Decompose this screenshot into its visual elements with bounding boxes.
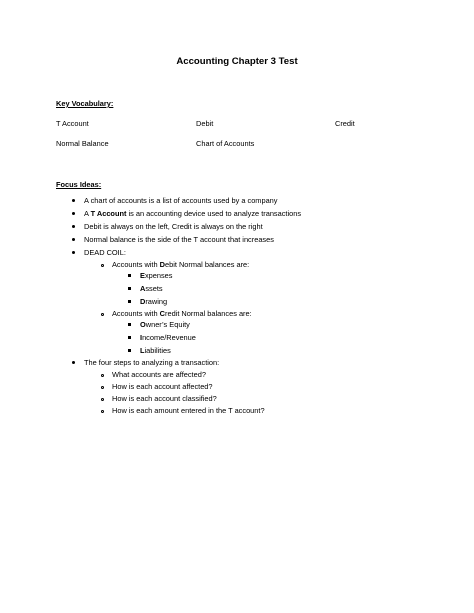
circle-bullet-icon	[101, 264, 104, 267]
step-item-2: How is each account affected?	[112, 382, 213, 391]
page-title: Accounting Chapter 3 Test	[176, 56, 298, 67]
income-letter: I	[140, 333, 143, 342]
circle-bullet-icon	[101, 374, 104, 377]
list-item-debit-credit: Debit is always on the left, Credit is always on the right	[84, 222, 263, 231]
owners-equity-letter: O	[140, 320, 146, 329]
credit-normal-rest: redit Normal balances are:	[165, 309, 252, 318]
credit-normal-prefix: Accounts with	[112, 309, 160, 318]
bullet-icon	[72, 361, 75, 364]
owners-equity-rest: wner’s Equity	[145, 320, 190, 329]
list-item-t-account	[84, 209, 301, 219]
drawing-letter: D	[140, 297, 146, 306]
liabilities-rest: iabilities	[144, 346, 171, 355]
subsub-item-assets	[140, 284, 163, 294]
square-bullet-icon	[128, 300, 131, 303]
list-item-four-steps: The four steps to analyzing a transaction:	[84, 358, 220, 367]
assets-letter: A	[140, 284, 146, 293]
debit-normal-letter: D	[159, 260, 165, 269]
bullet-icon	[72, 238, 75, 241]
vocab-chart-of-accounts: Chart of Accounts	[196, 139, 255, 148]
focus-ideas-heading: Focus Ideas:	[56, 180, 102, 189]
t-account-definition: is an accounting device used to analyze transactions	[126, 209, 302, 218]
bullet-icon	[72, 212, 75, 215]
vocab-debit: Debit	[196, 119, 214, 128]
bullet-icon	[72, 251, 75, 254]
square-bullet-icon	[128, 323, 131, 326]
list-item-dead-coil: DEAD COIL:	[84, 248, 126, 257]
expenses-rest: xpenses	[144, 271, 173, 280]
circle-bullet-icon	[101, 313, 104, 316]
list-item-normal-balance: Normal balance is the side of the T account that increases	[84, 235, 274, 244]
income-rest: ncome/Revenue	[142, 333, 196, 342]
circle-bullet-icon	[101, 410, 104, 413]
credit-normal-letter: C	[159, 309, 165, 318]
expenses-letter: E	[140, 271, 145, 280]
t-account-prefix: A	[84, 209, 91, 218]
bullet-icon	[72, 199, 75, 202]
sublist-item-credit-normal	[112, 309, 252, 319]
square-bullet-icon	[128, 336, 131, 339]
t-account-term: T Account	[90, 209, 127, 218]
square-bullet-icon	[128, 274, 131, 277]
sublist-item-debit-normal	[112, 260, 249, 270]
liabilities-letter: L	[140, 346, 145, 355]
vocab-credit: Credit	[335, 119, 355, 128]
vocab-t-account: T Account	[56, 119, 89, 128]
subsub-item-income	[140, 333, 196, 343]
subsub-item-expenses	[140, 271, 172, 281]
bullet-icon	[72, 225, 75, 228]
subsub-item-drawing	[140, 297, 167, 307]
step-item-4: How is each amount entered in the T account?	[112, 406, 265, 415]
debit-normal-rest: ebit Normal balances are:	[165, 260, 250, 269]
assets-rest: ssets	[145, 284, 163, 293]
key-vocabulary-heading: Key Vocabulary:	[56, 99, 114, 108]
circle-bullet-icon	[101, 386, 104, 389]
square-bullet-icon	[128, 349, 131, 352]
drawing-rest: rawing	[145, 297, 168, 306]
square-bullet-icon	[128, 287, 131, 290]
step-item-3: How is each account classified?	[112, 394, 217, 403]
vocab-normal-balance: Normal Balance	[56, 139, 109, 148]
step-item-1: What accounts are affected?	[112, 370, 206, 379]
subsub-item-liabilities	[140, 346, 171, 356]
circle-bullet-icon	[101, 398, 104, 401]
debit-normal-prefix: Accounts with	[112, 260, 160, 269]
subsub-item-owners-equity	[140, 320, 190, 330]
list-item-chart-of-accounts: A chart of accounts is a list of accounts used by a company	[84, 196, 278, 205]
